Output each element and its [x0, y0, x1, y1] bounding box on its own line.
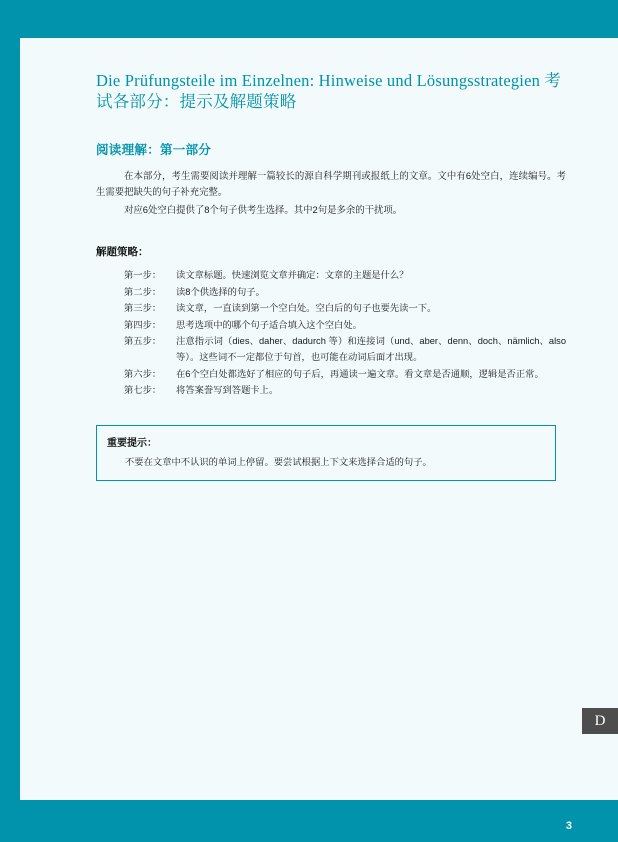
- list-item: [96, 334, 566, 365]
- step-text: 思考选项中的哪个句子适合填入这个空白处。: [176, 319, 362, 330]
- note-text: 不要在文章中不认识的单词上停留。要尝试根据上下文来选择合适的句子。: [125, 456, 432, 467]
- left-accent-bar: [0, 38, 20, 842]
- list-item: [96, 285, 566, 301]
- strategy-step-list: [96, 268, 566, 399]
- list-item: [96, 383, 566, 399]
- step-text: 读8个供选择的句子。: [176, 286, 265, 297]
- bottom-accent-band: [0, 800, 618, 842]
- important-note-box: [96, 425, 556, 482]
- list-item: [96, 268, 566, 284]
- step-label: 第六步：: [124, 368, 162, 379]
- list-item: [96, 367, 566, 383]
- step-text: 读文章标题。快速浏览文章并确定：文章的主题是什么？: [176, 270, 409, 280]
- step-label: 第五步：: [124, 336, 162, 347]
- top-accent-band: [0, 0, 618, 38]
- intro-paragraph-2: 对应6处空白提供了8个句子供考生选择。其中2句是多余的干扰项。: [124, 204, 403, 215]
- section-title: 阅读理解：第一部分: [96, 143, 212, 157]
- step-label: 第二步：: [124, 286, 162, 297]
- step-label: 第一步：: [124, 270, 162, 280]
- note-title: 重要提示：: [107, 437, 157, 449]
- page-number: 3: [565, 820, 572, 832]
- intro-paragraph-1: 在本部分，考生需要阅读并理解一篇较长的源自科学期刊或报纸上的文章。文中有6处空白，连续编号。考生需要把缺失的句子补充完整。: [96, 170, 566, 197]
- step-label: 第七步：: [124, 385, 162, 396]
- step-text: 读文章，一直读到第一个空白处。空白后的句子也要先读一下。: [176, 303, 437, 314]
- section-side-tab: D: [582, 708, 618, 734]
- strategy-heading: 解题策略：: [96, 246, 149, 258]
- step-text: 将答案誊写到答题卡上。: [176, 385, 279, 396]
- step-label: 第三步：: [124, 303, 162, 314]
- step-text: 注意指示词（dies、daher、dadurch 等）和连接词（und、aber、denn、doch、nämlich、also 等）。这些词不一定都位于句首，也可能在动词后面才出现。: [176, 336, 566, 362]
- step-label: 第四步：: [124, 319, 162, 330]
- page-content: [96, 70, 566, 481]
- page-title: Die Prüfungsteile im Einzelnen: Hinweise und Lösungsstrategien 考试各部分：提示及解题策略: [96, 71, 562, 111]
- list-item: [96, 301, 566, 317]
- step-text: 在6个空白处都选好了相应的句子后，再通读一遍文章。看文章是否通顺，逻辑是否正常。: [176, 368, 544, 379]
- list-item: [96, 318, 566, 334]
